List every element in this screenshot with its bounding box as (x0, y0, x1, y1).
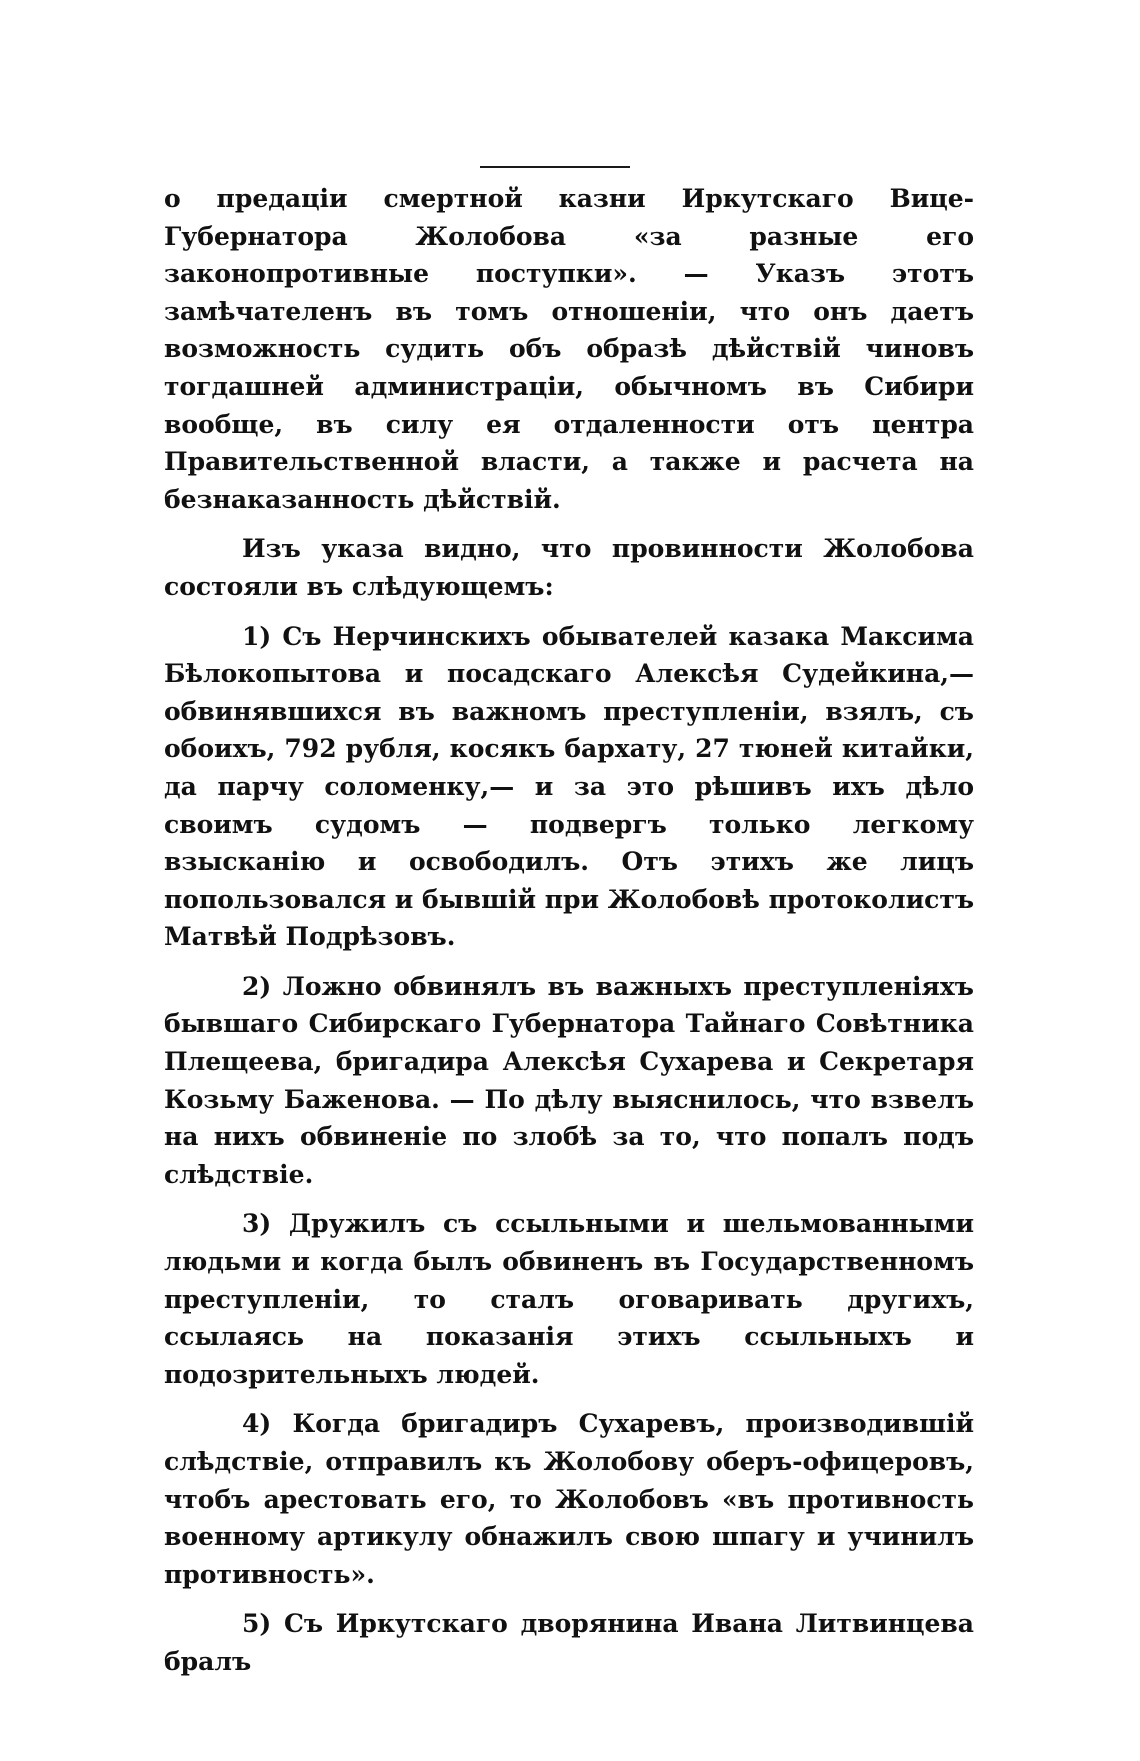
header-rule (480, 166, 630, 168)
paragraph-summary: Изъ указа видно, что провинности Жолобова состояли въ слѣдующемъ: (164, 534, 974, 601)
paragraph-item-4: 4) Когда бригадиръ Сухаревъ, производившій слѣдствіе, отправилъ къ Жолобову оберъ-офицеровъ, чтобъ арестовать его, то Жолобовъ «въ противность военному артикулу обнажилъ свою шпагу и учинилъ противность». (164, 1409, 974, 1589)
paragraph-item-3: 3) Дружилъ съ ссыльными и шельмованными людьми и когда былъ обвиненъ въ Государственномъ преступленіи, то сталъ оговаривать другихъ, ссылаясь на показанія этихъ ссыльныхъ и подозрительныхъ людей. (164, 1209, 974, 1389)
body-text (164, 180, 974, 1681)
paragraph-item-2: 2) Ложно обвинялъ въ важныхъ преступленіяхъ бывшаго Сибирскаго Губернатора Тайнаго Совѣтника Плещеева, бригадира Алексѣя Сухарева и Секретаря Козьму Баженова. — По дѣлу выяснилось, что взвелъ на нихъ обвиненіе по злобѣ за то, что попалъ подъ слѣдствіе. (164, 971, 974, 1189)
paragraph-item-5: 5) Съ Иркутскаго дворянина Ивана Литвинцева бралъ (164, 1609, 974, 1676)
paragraph-intro: о предаціи смертной казни Иркутскаго Вице-Губернатора Жолобова «за разные его законопротивные поступки». — Указъ этотъ замѣчателенъ въ томъ отношеніи, что онъ даетъ возможность судить объ образѣ дѣйствій чиновъ тогдашней администраціи, обычномъ въ Сибири вообще, въ силу ея отдаленности отъ центра Правительственной власти, а также и расчета на безнаказанность дѣйствій. (164, 184, 974, 514)
paragraph-item-1: 1) Съ Нерчинскихъ обывателей казака Максима Бѣлокопытова и посадскаго Алексѣя Судейкина,—обвинявшихся въ важномъ преступленіи, взялъ, съ обоихъ, 792 рубля, косякъ бархату, 27 тюней китайки, да парчу соломенку,— и за это рѣшивъ ихъ дѣло своимъ судомъ — подвергъ только легкому взысканію и освободилъ. Отъ этихъ же лицъ попользовался и бывшій при Жолобовѣ протоколистъ Матвѣй Подрѣзовъ. (164, 621, 974, 952)
